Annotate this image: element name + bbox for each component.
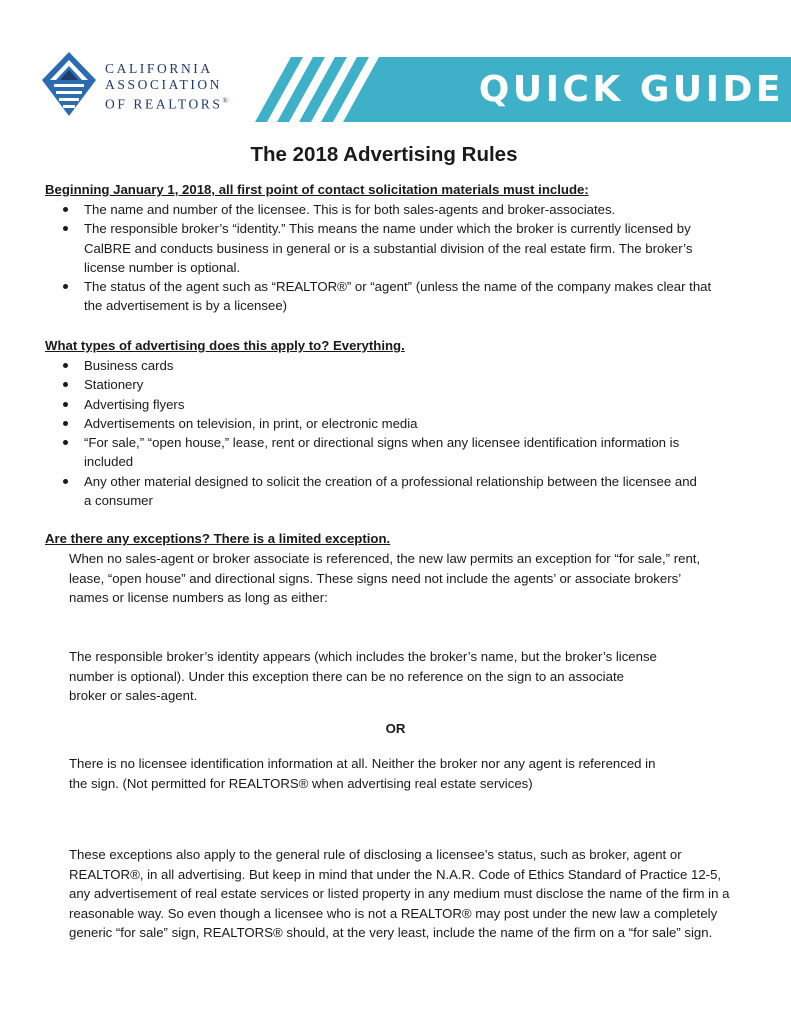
exception-option-b: There is no licensee identification information at all. Neither the broker nor any agent is referenced in the sign. (Not permitted for REALTORS® when advertising real estate services)	[69, 756, 656, 791]
section-heading-exceptions: Are there any exceptions? There is a limited exception.	[45, 531, 391, 546]
exception-option-a: The responsible broker’s identity appears (which includes the broker’s name, but the broker’s license number is optional). Under this exception there can be no reference on the sign to an associate broker or sales-agent.	[69, 649, 657, 703]
bear-flag-logo-icon	[40, 50, 98, 118]
logo-line-1: CALIFORNIA	[105, 61, 213, 76]
registered-mark: ®	[222, 97, 228, 105]
list-item: “For sale,” “open house,” lease, rent or directional signs when any licensee identification information is included	[60, 433, 705, 472]
list-item: Advertisements on television, in print, or electronic media	[60, 414, 705, 433]
exceptions-closing: These exceptions also apply to the general rule of disclosing a licensee’s status, such as broker, agent or REALTOR®, in all advertising. But keep in mind that under the N.A.R. Code of Ethics Standard of Practice 12-5, any advertisement of real estate services or listed property in any medium must disclose the name of the firm in a reasonable way. So even though a licensee who is not a REALTOR® may post under the new law a completely generic “for sale” sign, REALTORS® should, at the very least, include the name of the firm on a “for sale” sign.	[69, 847, 730, 940]
document-title: The 2018 Advertising Rules	[250, 143, 518, 166]
list-item: Business cards	[60, 356, 705, 375]
logo-line-2: ASSOCIATION	[105, 77, 223, 92]
list-item: The status of the agent such as “REALTOR®” or “agent” (unless the name of the company makes clear that the advertisement is by a licensee)	[60, 277, 732, 316]
exceptions-intro: When no sales-agent or broker associate is referenced, the new law permits an exception for “for sale,” rent, lease, “open house” and directional signs. These signs need not include the agents’ or associate brokers’ names or license numbers as long as either:	[69, 551, 701, 605]
banner-title: QUICK GUIDE	[478, 69, 784, 110]
logo-wordmark	[105, 61, 228, 113]
list-item: The responsible broker’s “identity.” This means the name under which the broker is currently licensed by CalBRE and conducts business in general or is a substantial division of the real estate firm. The broker’s license number is optional.	[60, 219, 732, 277]
advertising-types-list	[60, 356, 705, 510]
list-item: Advertising flyers	[60, 395, 705, 414]
section-heading-advertising-types: What types of advertising does this apply to? Everything.	[45, 338, 405, 353]
or-label: OR	[385, 721, 406, 736]
logo-line-3: OF REALTORS®	[105, 96, 228, 112]
list-item: Stationery	[60, 375, 705, 394]
requirements-list	[60, 200, 732, 316]
list-item: The name and number of the licensee. This is for both sales-agents and broker-associates.	[60, 200, 732, 219]
section-heading-requirements: Beginning January 1, 2018, all first point of contact solicitation materials must include:	[45, 182, 589, 197]
car-logo	[40, 50, 240, 120]
list-item: Any other material designed to solicit the creation of a professional relationship between the licensee and a consumer	[60, 472, 705, 511]
